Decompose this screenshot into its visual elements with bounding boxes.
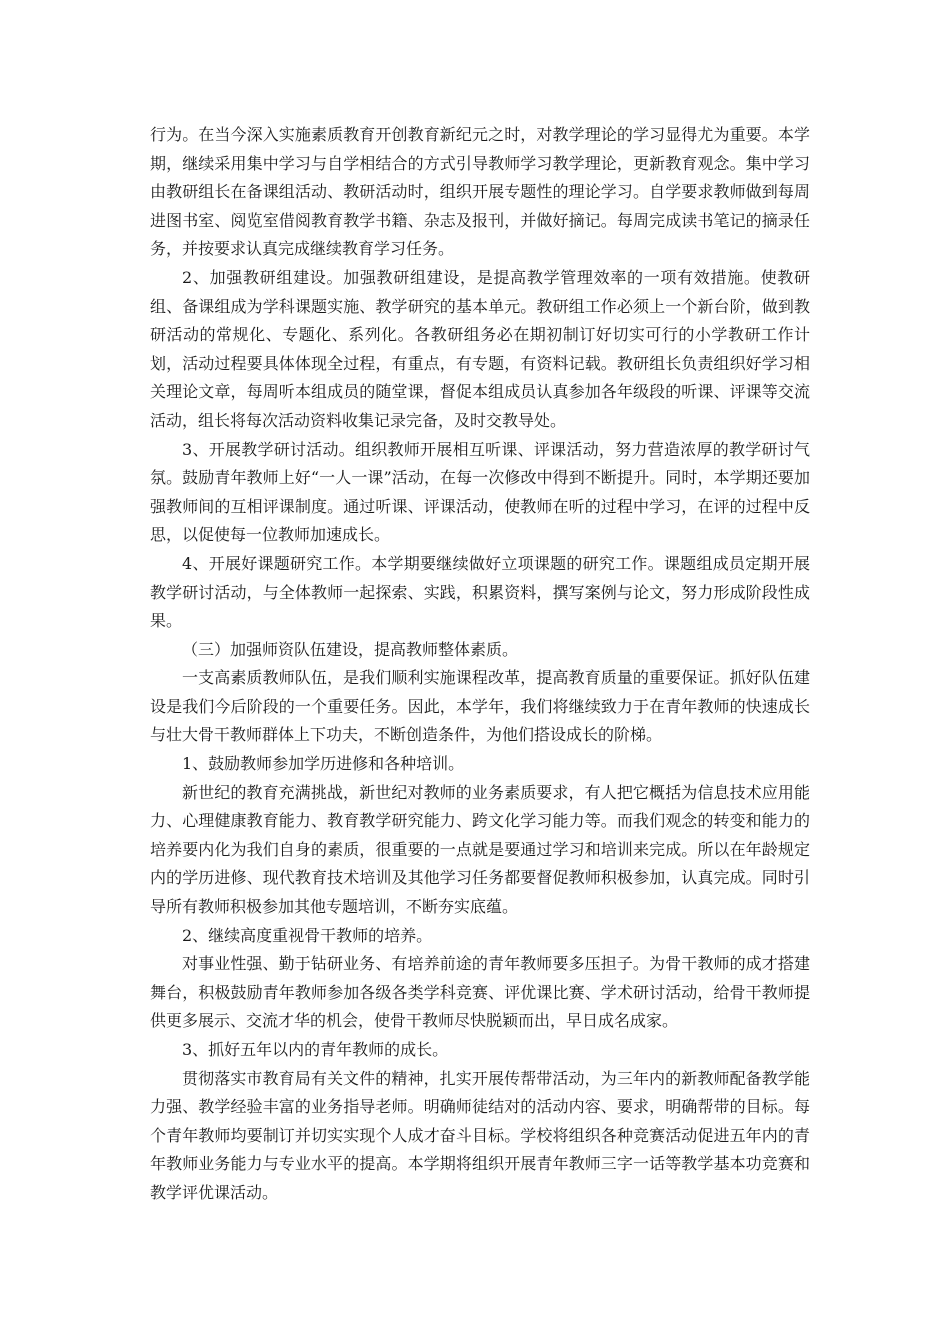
paragraph-key-teachers: 对事业性强、勤于钻研业务、有培养前途的青年教师要多压担子。为骨干教师的成才搭建舞台，积极鼓励青年教师参加各级各类学科竞赛、评优课比赛、学术研讨活动，给骨干教师提供更多展示、交流才华的机会，使骨干教师尽快脱颖而出，早日成名成家。	[150, 954, 810, 1031]
paragraph-young-teachers: 贯彻落实市教育局有关文件的精神，扎实开展传帮带活动，为三年内的新教师配备教学能力强、教学经验丰富的业务指导老师。明确师徒结对的活动内容、要求，明确帮带的目标。每个青年教师均要制订并切实实现个人成才奋斗目标。学校将组织各种竞赛活动促进五年内的青年教师业务能力与专业水平的提高。本学期将组织开展青年教师三字一话等教学基本功竞赛和教学评优课活动。	[150, 1068, 810, 1202]
paragraph-teaching-group: 2、加强教研组建设。加强教研组建设，是提高教学管理效率的一项有效措施。使教研组、备课组成为学科课题实施、教学研究的基本单元。教研组工作必须上一个新台阶，做到教研活动的常规化、专题化、系列化。各教研组务必在期初制订好切实可行的小学教研工作计划，活动过程要具体体现全过程，有重点，有专题，有资料记载。教研组长负责组织好学习相关理论文章，每周听本组成员的随堂课，督促本组成员认真参加各年级段的听课、评课等交流活动，组长将每次活动资料收集记录完备，及时交教导处。	[150, 267, 810, 430]
paragraph-topic-research: 4、开展好课题研究工作。本学期要继续做好立项课题的研究工作。课题组成员定期开展教学研讨活动，与全体教师一起探索、实践，积累资料，撰写案例与论文，努力形成阶段性成果。	[150, 553, 810, 631]
subheading-young-teachers: 3、抓好五年以内的青年教师的成长。	[182, 1040, 449, 1059]
paragraph-training: 新世纪的教育充满挑战，新世纪对教师的业务素质要求，有人把它概括为信息技术应用能力、心理健康教育能力、教育教学研究能力、跨文化学习能力等。而我们观念的转变和能力的培养要内化为我们自身的素质，很重要的一点就是要通过学习和培训来完成。所以在年龄规定内的学历进修、现代教育技术培训及其他学习任务都要督促教师积极参加，认真完成。同时引导所有教师积极参加其他专题培训，不断夯实底蕴。	[150, 782, 810, 917]
paragraph-team-building: 一支高素质教师队伍，是我们顺利实施课程改革，提高教育质量的重要保证。抓好队伍建设是我们今后阶段的一个重要任务。因此，本学年，我们将继续致力于在青年教师的快速成长与壮大骨干教师群体上下功夫，不断创造条件，为他们搭设成长的阶梯。	[150, 668, 810, 745]
subheading-training: 1、鼓励教师参加学历进修和各种培训。	[182, 754, 465, 774]
paragraph-teaching-research: 3、开展教学研讨活动。组织教师开展相互听课、评课活动，努力营造浓厚的教学研讨气氛。鼓励青年教师上好“一人一课”活动，在每一次修改中得到不断提升。同时，本学期还要加强教师间的互相评课制度。通过听课、评课活动，使教师在听的过程中学习，在评的过程中反思，以促使每一位教师加速成长。	[150, 439, 810, 545]
paragraph-continuation: 行为。在当今深入实施素质教育开创教育新纪元之时，对教学理论的学习显得尤为重要。本学期，继续采用集中学习与自学相结合的方式引导教师学习教学理论，更新教育观念。集中学习由教研组长在备课组活动、教研活动时，组织开展专题性的理论学习。自学要求教师做到每周进图书室、阅览室借阅教育教学书籍、杂志及报刊，并做好摘记。每周完成读书笔记的摘录任务，并按要求认真完成继续教育学习任务。	[150, 125, 810, 259]
document-body	[150, 121, 810, 1208]
subheading-key-teachers: 2、继续高度重视骨干教师的培养。	[182, 925, 433, 945]
section-heading-teacher-team: （三）加强师资队伍建设，提高教师整体素质。	[182, 639, 519, 659]
